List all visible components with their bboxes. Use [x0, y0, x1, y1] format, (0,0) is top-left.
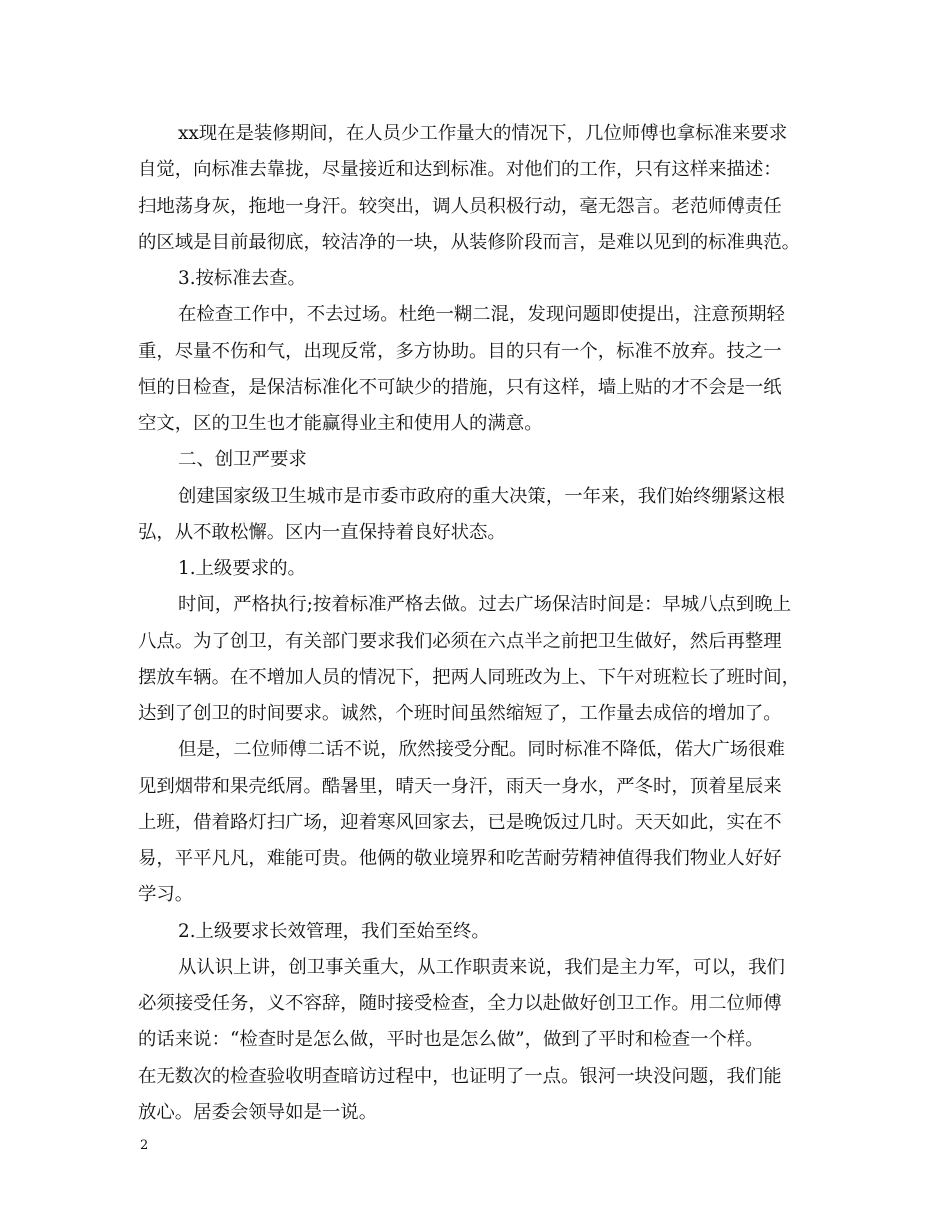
section-heading: 1.上级要求的。 [178, 558, 306, 579]
body-line: 空文，区的卫生也才能赢得业主和使用人的满意。 [138, 413, 543, 434]
body-line: 摆放车辆。在不增加人员的情况下，把两人同班改为上、下午对班粒长了班时间， [138, 666, 801, 688]
section-heading: 3.按标准去查。 [178, 268, 306, 289]
body-line: 重，尽量不伤和气，出现反常，多方协助。目的只有一个，标准不放弃。技之一 [138, 340, 782, 362]
body-line: 恒的日检查，是保洁标准化不可缺少的措施，只有这样，墙上贴的才不会是一纸 [138, 376, 782, 398]
body-line: 必须接受任务，义不容辞，随时接受检查，全力以赴做好创卫工作。用二位师傅 [138, 993, 782, 1014]
body-line: 上班，借着路灯扫广场，迎着寒风回家去，已是晚饭过几时。天天如此，实在不 [138, 811, 782, 833]
body-line: 时间，严格执行;按着标准严格去做。过去广场保洁时间是：早城八点到晚上 [178, 594, 792, 616]
body-line: 达到了创卫的时间要求。诚然，个班时间虽然缩短了，工作量去成倍的增加了。 [138, 703, 782, 724]
body-line: 在无数次的检查验收明查暗访过程中，也证明了一点。银河一块没问题，我们能 [138, 1065, 782, 1087]
body-line: 但是，二位师傅二话不说，欣然接受分配。同时标准不降低，偌大广场很难 [178, 739, 785, 761]
body-line: 自觉，向标准去靠拢，尽量接近和达到标准。对他们的工作，只有这样来描述： [138, 159, 782, 181]
body-line: 学习。 [138, 884, 194, 906]
body-line: 放心。居委会领导如是一说。 [138, 1101, 378, 1123]
section-heading: 2.上级要求长效管理，我们至始至终。 [178, 920, 490, 942]
page-number: 2 [140, 1138, 149, 1153]
body-line: 八点。为了创卫，有关部门要求我们必须在六点半之前把卫生做好，然后再整理 [138, 630, 782, 652]
body-line: xx现在是装修期间，在人员少工作量大的情况下，几位师傅也拿标准来要求 [178, 123, 788, 144]
body-line: 的话来说：“检查时是怎么做，平时也是怎么做”，做到了平时和检查一个样。 [138, 1029, 764, 1051]
section-heading: 二、创卫严要求 [178, 449, 307, 471]
body-line: 在检查工作中，不去过场。杜绝一糊二混，发现问题即使提出，注意预期轻 [178, 304, 785, 326]
document-body [138, 116, 818, 1131]
body-line: 从认识上讲，创卫事关重大，从工作职责来说，我们是主力军，可以，我们 [178, 956, 785, 978]
body-line: 见到烟带和果壳纸屑。酷暑里，晴天一身汗，雨天一身水，严冬时，顶着星辰来 [138, 775, 782, 797]
body-line: 扫地荡身灰，拖地一身汗。较突出，调人员积极行动，毫无怨言。老范师傅责任 [138, 195, 782, 217]
body-line: 创建国家级卫生城市是市委市政府的重大决策，一年来，我们始终绷紧这根 [178, 485, 785, 507]
body-line: 易，平平凡凡，难能可贵。他俩的敬业境界和吃苦耐劳精神值得我们物业人好好 [138, 848, 782, 869]
body-line: 弘，从不敢松懈。区内一直保持着良好状态。 [138, 521, 506, 543]
body-line: 的区域是目前最彻底，较洁净的一块，从装修阶段而言，是难以见到的标准典范。 [138, 231, 801, 253]
